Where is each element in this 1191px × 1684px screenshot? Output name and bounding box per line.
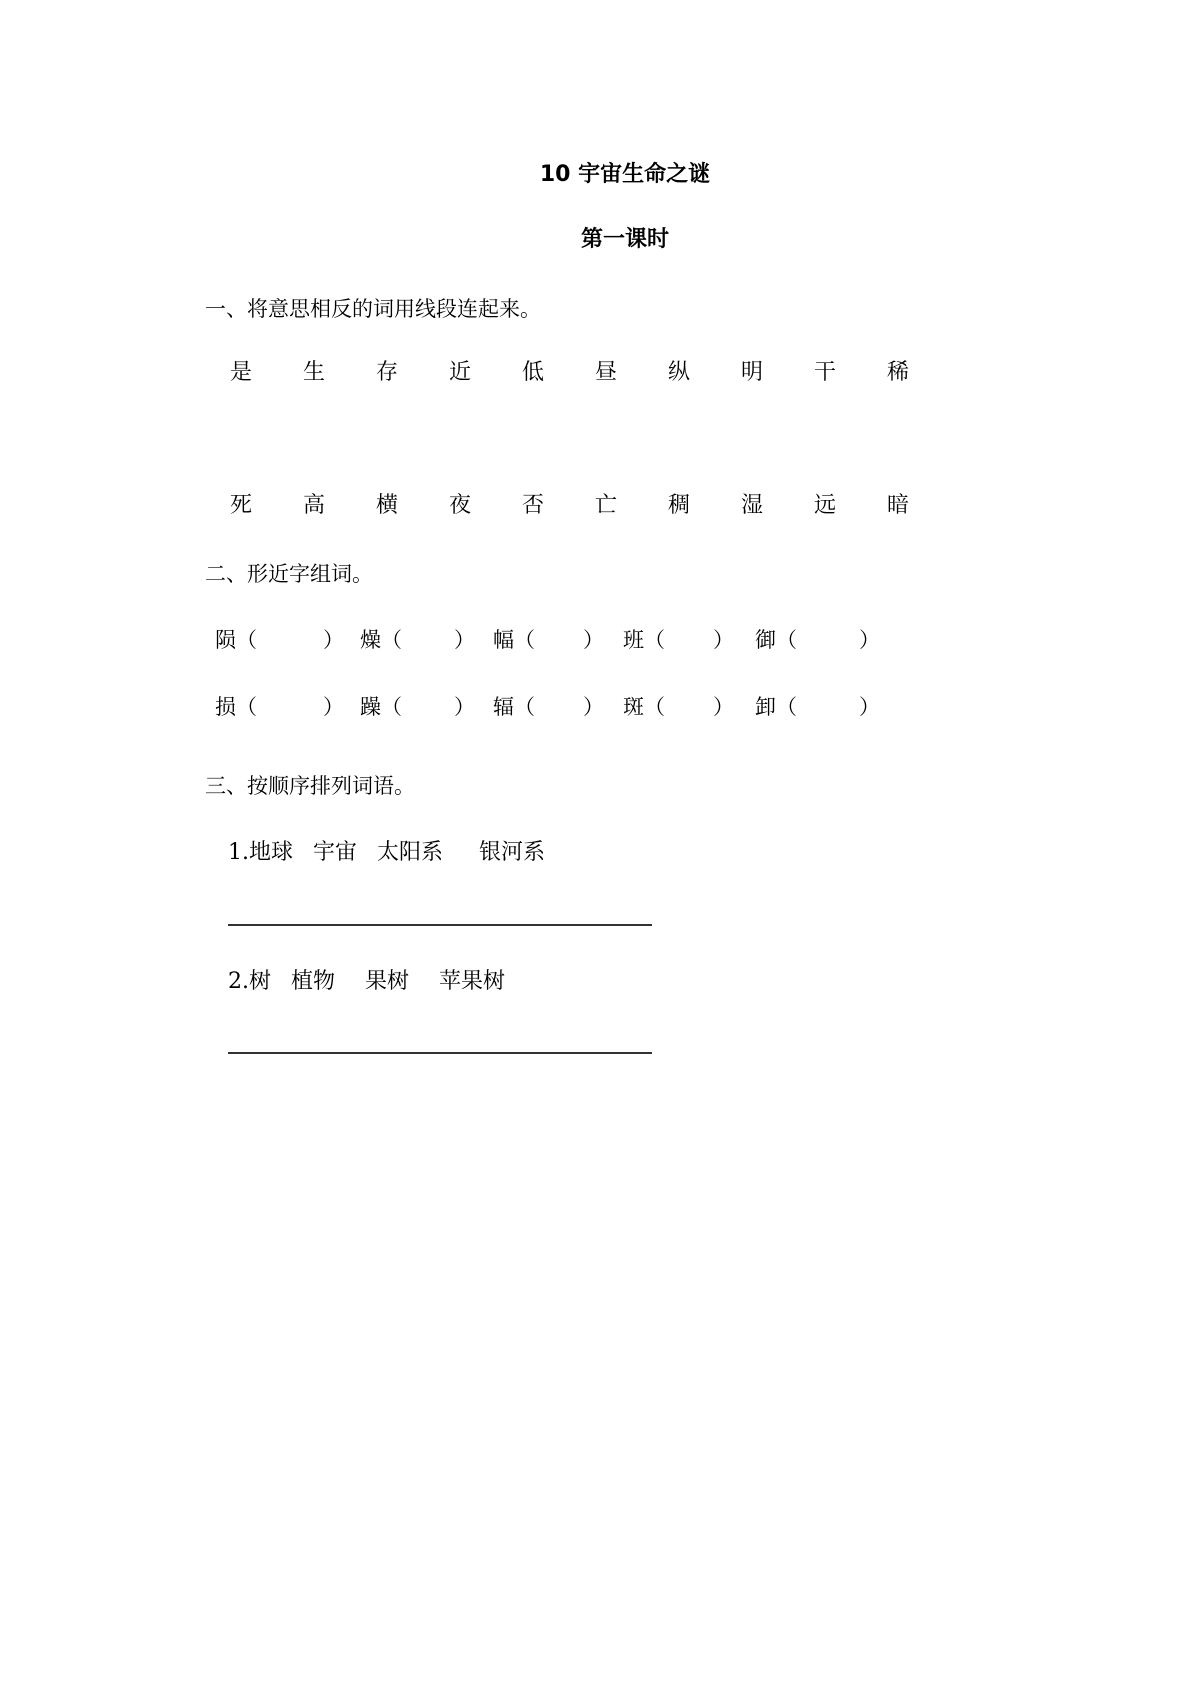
char: 损 — [215, 695, 236, 719]
word-top[interactable]: 低 — [521, 360, 544, 385]
word-top[interactable]: 近 — [448, 360, 471, 385]
lesson-subtitle: 第一课时 — [580, 227, 669, 252]
char: 御 — [755, 628, 776, 652]
word-top[interactable]: 明 — [740, 360, 763, 385]
char-pair: 陨（ ） — [215, 628, 344, 652]
word-top[interactable]: 干 — [813, 360, 836, 385]
word-bottom[interactable]: 亡 — [594, 493, 617, 518]
item-number: 1. — [228, 840, 249, 865]
char-pair: 辐（ ） — [493, 695, 604, 719]
section3-heading: 三、按顺序排列词语。 — [205, 774, 415, 798]
word-bottom[interactable]: 死 — [229, 493, 252, 518]
char: 斑 — [623, 695, 644, 719]
char-pair: 燥（ ） — [360, 628, 475, 652]
word-bottom[interactable]: 稠 — [667, 493, 690, 518]
section2-heading: 二、形近字组词。 — [205, 562, 373, 586]
char-pair: 御（ ） — [755, 628, 880, 652]
word-top[interactable]: 存 — [375, 360, 398, 385]
word-top[interactable]: 是 — [229, 360, 252, 385]
char-pair: 斑（ ） — [623, 695, 734, 719]
word-bottom[interactable]: 高 — [302, 493, 325, 518]
document-title: 10 宇宙生命之谜 — [539, 162, 711, 187]
char: 躁 — [360, 695, 381, 719]
word-bottom[interactable]: 夜 — [448, 493, 471, 518]
word-top[interactable]: 生 — [302, 360, 325, 385]
char-pair: 幅（ ） — [493, 628, 604, 652]
ordering-item-2: 2.树 植物 果树 苹果树 — [228, 969, 506, 994]
char: 辐 — [493, 695, 514, 719]
char: 燥 — [360, 628, 381, 652]
word-top[interactable]: 稀 — [886, 360, 909, 385]
char-pair: 损（ ） — [215, 695, 344, 719]
word-bottom[interactable]: 否 — [521, 493, 544, 518]
word-bottom[interactable]: 远 — [813, 493, 836, 518]
word-top[interactable]: 昼 — [594, 360, 617, 385]
char: 幅 — [493, 628, 514, 652]
char-pair: 班（ ） — [623, 628, 734, 652]
answer-line-1[interactable] — [228, 924, 652, 926]
char: 班 — [623, 628, 644, 652]
item-number: 2. — [228, 969, 249, 994]
answer-line-2[interactable] — [228, 1052, 652, 1054]
word-bottom[interactable]: 湿 — [740, 493, 763, 518]
section1-heading: 一、将意思相反的词用线段连起来。 — [205, 297, 541, 321]
word-bottom[interactable]: 暗 — [886, 493, 909, 518]
char: 陨 — [215, 628, 236, 652]
char-pair: 躁（ ） — [360, 695, 475, 719]
ordering-item-1: 1.地球 宇宙 太阳系 银河系 — [228, 840, 546, 865]
word-top[interactable]: 纵 — [667, 360, 690, 385]
char-pair: 卸（ ） — [755, 695, 880, 719]
word-bottom[interactable]: 横 — [375, 493, 398, 518]
char: 卸 — [755, 695, 776, 719]
